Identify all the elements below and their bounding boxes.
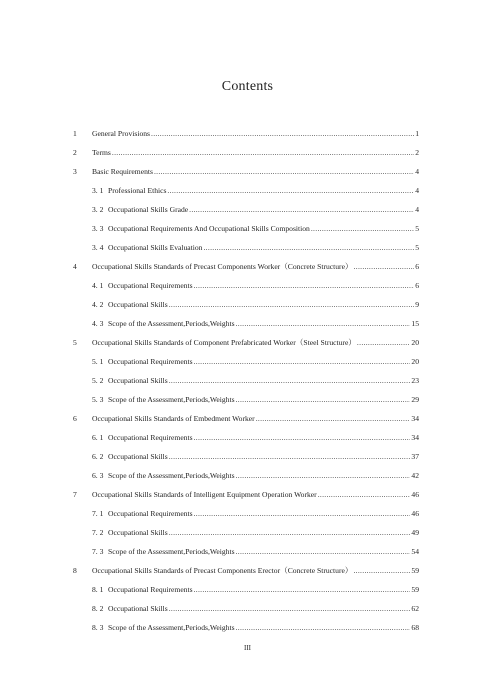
- toc-entry-page-number: 6: [415, 262, 419, 271]
- toc-subsection-entry[interactable]: [108, 368, 419, 386]
- toc-entry-label: Occupational Skills Standards of Intelligent Equipment Operation Worker: [92, 490, 317, 499]
- toc-entry-number: 6. 2: [92, 452, 104, 461]
- toc-dot-leader: [353, 566, 410, 576]
- toc-entry-page-number: 20: [411, 338, 419, 347]
- toc-dot-leader: [194, 281, 415, 291]
- toc-entry-label: Occupational Skills Standards of Precast Components Worker（Concrete Structure）: [92, 262, 353, 271]
- toc-entry-number: 3. 1: [92, 186, 104, 195]
- toc-dot-leader: [151, 129, 414, 139]
- toc-subsection-entry[interactable]: [108, 235, 419, 253]
- toc-entry-page-number: 4: [415, 205, 419, 214]
- toc-dot-leader: [236, 471, 411, 481]
- toc-entry-number: 5: [73, 338, 77, 347]
- toc-entry-number: 3. 3: [92, 224, 104, 233]
- toc-entry-page-number: 23: [411, 376, 419, 385]
- toc-subsection-entry[interactable]: [108, 520, 419, 538]
- toc-entry-label: Occupational Requirements: [108, 585, 193, 594]
- toc-entry-label: Occupational Skills: [108, 452, 168, 461]
- toc-entry-label: Scope of the Assessment,Periods,Weights: [108, 623, 235, 632]
- toc-dot-leader: [194, 433, 411, 443]
- toc-entry-label: Occupational Skills: [108, 528, 168, 537]
- toc-entry-page-number: 42: [411, 471, 419, 480]
- toc-entry-number: 6. 3: [92, 471, 104, 480]
- toc-entry-page-number: 4: [415, 167, 419, 176]
- toc-entry-page-number: 2: [415, 148, 419, 157]
- toc-entry-label: Occupational Skills: [108, 300, 168, 309]
- toc-dot-leader: [236, 395, 411, 405]
- toc-chapter-entry[interactable]: [92, 406, 419, 424]
- toc-dot-leader: [236, 319, 411, 329]
- toc-entry-page-number: 34: [411, 433, 419, 442]
- toc-subsection-entry[interactable]: [108, 501, 419, 519]
- page-title: Contents: [221, 79, 274, 94]
- toc-entry-page-number: 46: [411, 490, 419, 499]
- toc-entry-label: Occupational Requirements And Occupational Skills Composition: [108, 224, 310, 233]
- toc-chapter-entry[interactable]: [92, 121, 419, 139]
- toc-subsection-entry[interactable]: [108, 615, 419, 633]
- toc-dot-leader: [203, 243, 414, 253]
- toc-entry-label: Scope of the Assessment,Periods,Weights: [108, 319, 235, 328]
- toc-subsection-entry[interactable]: [108, 444, 419, 462]
- toc-entry-label: General Provisions: [92, 129, 150, 138]
- toc-subsection-entry[interactable]: [108, 178, 419, 196]
- toc-dot-leader: [169, 452, 411, 462]
- toc-subsection-entry[interactable]: [108, 577, 419, 595]
- toc-entry-label: Scope of the Assessment,Periods,Weights: [108, 547, 235, 556]
- toc-entry-label: Basic Requirements: [92, 167, 153, 176]
- toc-entry-page-number: 49: [411, 528, 419, 537]
- toc-chapter-entry[interactable]: [92, 330, 419, 348]
- toc-dot-leader: [169, 376, 411, 386]
- toc-entry-number: 4. 2: [92, 300, 104, 309]
- toc-entry-number: 5. 3: [92, 395, 104, 404]
- toc-subsection-entry[interactable]: [108, 425, 419, 443]
- toc-subsection-entry[interactable]: [108, 273, 419, 291]
- toc-entry-label: Occupational Skills Grade: [108, 205, 189, 214]
- toc-subsection-entry[interactable]: [108, 387, 419, 405]
- toc-dot-leader: [194, 357, 411, 367]
- toc-entry-label: Scope of the Assessment,Periods,Weights: [108, 395, 235, 404]
- toc-chapter-entry[interactable]: [92, 254, 419, 272]
- toc-entry-number: 3. 4: [92, 243, 104, 252]
- toc-entry-page-number: 6: [415, 281, 419, 290]
- toc-entry-page-number: 59: [411, 566, 419, 575]
- toc-dot-leader: [154, 167, 414, 177]
- toc-entry-page-number: 20: [411, 357, 419, 366]
- toc-entry-page-number: 5: [415, 243, 419, 252]
- toc-dot-leader: [236, 547, 411, 557]
- toc-entry-number: 5. 1: [92, 357, 104, 366]
- toc-entry-label: Professional Ethics: [108, 186, 167, 195]
- toc-entry-number: 8. 1: [92, 585, 104, 594]
- toc-entry-number: 4. 1: [92, 281, 104, 290]
- toc-entry-page-number: 9: [415, 300, 419, 309]
- toc-chapter-entry[interactable]: [92, 482, 419, 500]
- toc-subsection-entry[interactable]: [108, 197, 419, 215]
- toc-subsection-entry[interactable]: [108, 292, 419, 310]
- toc-subsection-entry[interactable]: [108, 596, 419, 614]
- toc-entry-page-number: 59: [411, 585, 419, 594]
- toc-dot-leader: [169, 604, 411, 614]
- toc-entry-page-number: 37: [411, 452, 419, 461]
- toc-entry-label: Occupational Skills Standards of Component Prefabricated Worker（Steel Structure）: [92, 338, 356, 347]
- toc-entry-number: 4. 3: [92, 319, 104, 328]
- toc-entry-page-number: 46: [411, 509, 419, 518]
- toc-dot-leader: [357, 338, 410, 348]
- toc-entry-page-number: 62: [411, 604, 419, 613]
- toc-subsection-entry[interactable]: [108, 539, 419, 557]
- toc-chapter-entry[interactable]: [92, 159, 419, 177]
- toc-entry-label: Scope of the Assessment,Periods,Weights: [108, 471, 235, 480]
- toc-entry-label: Terms: [92, 148, 111, 157]
- toc-entry-number: 7. 1: [92, 509, 104, 518]
- toc-entry-page-number: 4: [415, 186, 419, 195]
- toc-entry-page-number: 34: [411, 414, 419, 423]
- toc-dot-leader: [169, 300, 415, 310]
- toc-entry-page-number: 15: [411, 319, 419, 328]
- toc-dot-leader: [194, 585, 411, 595]
- toc-entry-label: Occupational Skills Standards of Precast Components Erector（Concrete Structure）: [92, 566, 353, 575]
- toc-entry-page-number: 68: [411, 623, 419, 632]
- toc-subsection-entry[interactable]: [108, 311, 419, 329]
- toc-entry-number: 8. 2: [92, 604, 104, 613]
- toc-dot-leader: [354, 262, 415, 272]
- toc-entry-page-number: 1: [415, 129, 419, 138]
- toc-entry-number: 1: [73, 129, 77, 138]
- toc-dot-leader: [311, 224, 414, 234]
- toc-dot-leader: [256, 414, 411, 424]
- toc-subsection-entry[interactable]: [108, 463, 419, 481]
- toc-entry-label: Occupational Requirements: [108, 433, 193, 442]
- toc-entry-number: 3. 2: [92, 205, 104, 214]
- toc-entry-label: Occupational Requirements: [108, 509, 193, 518]
- toc-dot-leader: [194, 509, 411, 519]
- toc-entry-number: 5. 2: [92, 376, 104, 385]
- toc-chapter-entry[interactable]: [92, 558, 419, 576]
- toc-entry-number: 7. 2: [92, 528, 104, 537]
- toc-dot-leader: [236, 623, 411, 633]
- toc-entry-number: 4: [73, 262, 77, 271]
- toc-entry-number: 8: [73, 566, 77, 575]
- toc-entry-page-number: 54: [411, 547, 419, 556]
- toc-entry-number: 3: [73, 167, 77, 176]
- toc-entry-number: 7: [73, 490, 77, 499]
- toc-subsection-entry[interactable]: [108, 349, 419, 367]
- toc-dot-leader: [167, 186, 414, 196]
- toc-entry-page-number: 5: [415, 224, 419, 233]
- toc-entry-label: Occupational Skills: [108, 604, 168, 613]
- toc-chapter-entry[interactable]: [92, 140, 419, 158]
- toc-entry-label: Occupational Requirements: [108, 281, 193, 290]
- toc-entry-page-number: 29: [411, 395, 419, 404]
- toc-dot-leader: [112, 148, 414, 158]
- toc-dot-leader: [169, 528, 411, 538]
- toc-dot-leader: [318, 490, 411, 500]
- page-number-footer: III: [244, 644, 251, 652]
- toc-entry-label: Occupational Skills Standards of Embedment Worker: [92, 414, 255, 423]
- toc-entry-label: Occupational Requirements: [108, 357, 193, 366]
- toc-entry-number: 6: [73, 414, 77, 423]
- toc-entry-number: 6. 1: [92, 433, 104, 442]
- toc-entry-label: Occupational Skills: [108, 376, 168, 385]
- toc-entry-number: 7. 3: [92, 547, 104, 556]
- toc-entry-label: Occupational Skills Evaluation: [108, 243, 203, 252]
- toc-subsection-entry[interactable]: [108, 216, 419, 234]
- toc-entry-number: 2: [73, 148, 77, 157]
- toc-dot-leader: [189, 205, 414, 215]
- toc-entry-number: 8. 3: [92, 623, 104, 632]
